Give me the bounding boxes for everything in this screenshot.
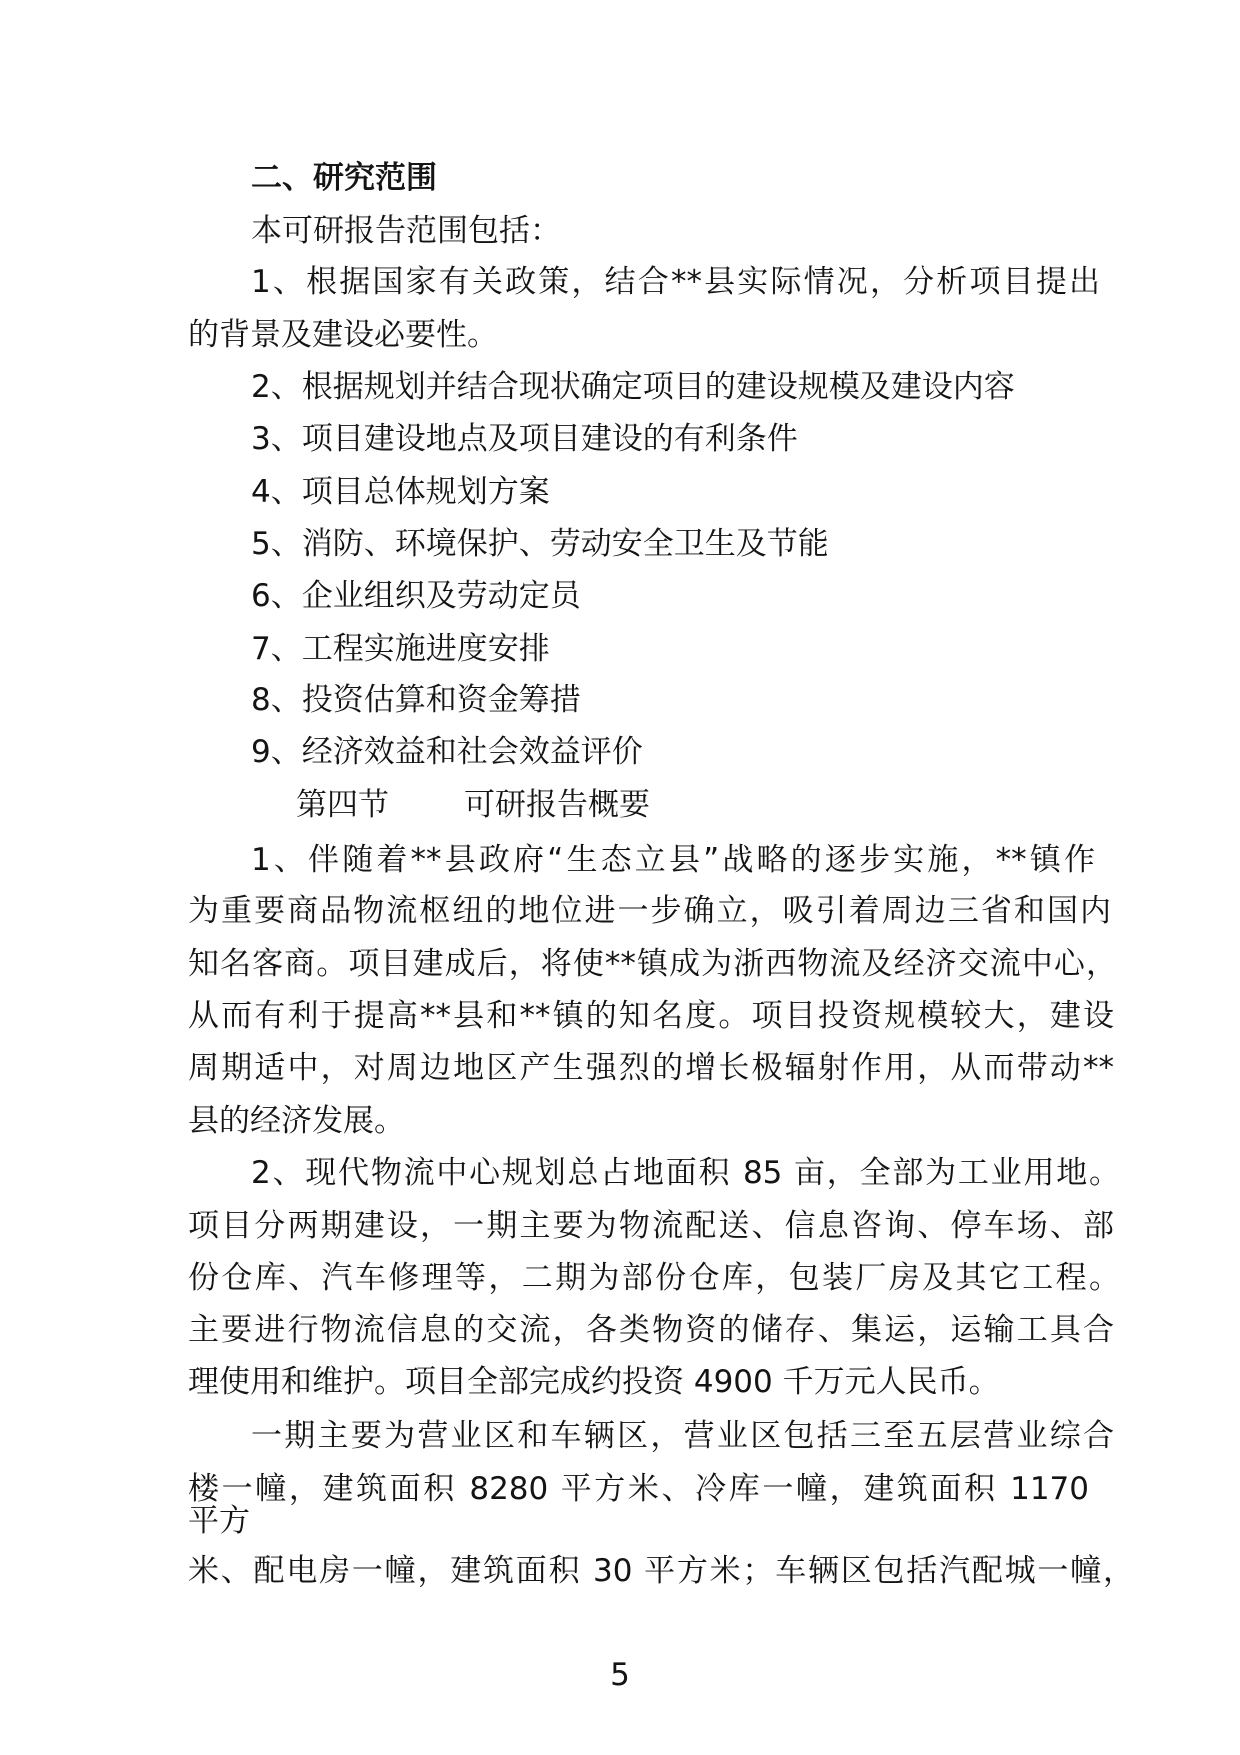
- summary-p2-line-3: 份仓库、汽车修理等，二期为部份仓库，包装厂房及其它工程。: [188, 1260, 1120, 1296]
- summary-p2-line-1: 2、现代物流中心规划总占地面积 85 亩，全部为工业用地。: [251, 1155, 1120, 1191]
- section4-number: 第四节: [296, 787, 389, 823]
- scope-item-5: 5、消防、环境保护、劳动安全卫生及节能: [251, 526, 829, 562]
- scope-item-9: 9、经济效益和社会效益评价: [251, 734, 643, 770]
- summary-p1-line-1: 1、伴随着**县政府“生态立县”战略的逐步实施，**镇作: [251, 842, 1095, 878]
- scope-item-1-line-2: 的背景及建设必要性。: [188, 317, 498, 353]
- scope-item-4: 4、项目总体规划方案: [251, 474, 550, 510]
- summary-p2-line-4: 主要进行物流信息的交流，各类物资的储存、集运，运输工具合: [188, 1312, 1114, 1348]
- scope-item-2: 2、根据规划并结合现状确定项目的建设规模及建设内容: [251, 369, 1015, 405]
- summary-p2-line-5: 理使用和维护。项目全部完成约投资 4900 千万元人民币。: [188, 1364, 1000, 1400]
- scope-intro: 本可研报告范围包括：: [251, 213, 561, 249]
- scope-item-3: 3、项目建设地点及项目建设的有利条件: [251, 421, 798, 457]
- scope-item-6: 6、企业组织及劳动定员: [251, 578, 581, 614]
- summary-p2-line-2: 项目分两期建设，一期主要为物流配送、信息咨询、停车场、部: [188, 1208, 1114, 1244]
- summary-p3-line-3: 平方: [188, 1503, 250, 1539]
- summary-p3-line-4: 米、配电房一幢，建筑面积 30 平方米；车辆区包括汽配城一幢，: [188, 1553, 1134, 1589]
- summary-p3-line-1: 一期主要为营业区和车辆区，营业区包括三至五层营业综合: [251, 1418, 1114, 1454]
- summary-p1-line-6: 县的经济发展。: [188, 1103, 405, 1139]
- summary-p1-line-5: 周期适中，对周边地区产生强烈的增长极辐射作用，从而带动**: [188, 1050, 1114, 1086]
- scope-item-1-line-1: 1、根据国家有关政策，结合**县实际情况，分析项目提出: [251, 264, 1100, 300]
- summary-p3-line-2: 楼一幢，建筑面积 8280 平方米、冷库一幢，建筑面积 1170: [188, 1471, 1089, 1507]
- summary-p1-line-3: 知名客商。项目建成后，将使**镇成为浙西物流及经济交流中心，: [188, 946, 1117, 982]
- page-number: 5: [610, 1657, 630, 1693]
- summary-p1-line-2: 为重要商品物流枢纽的地位进一步确立，吸引着周边三省和国内: [188, 893, 1111, 929]
- scope-item-7: 7、工程实施进度安排: [251, 631, 550, 667]
- section4-title: 可研报告概要: [464, 787, 650, 823]
- scope-item-8: 8、投资估算和资金筹措: [251, 682, 581, 718]
- summary-p1-line-4: 从而有利于提高**县和**镇的知名度。项目投资规模较大，建设: [188, 998, 1114, 1034]
- section-heading: 二、研究范围: [251, 160, 437, 196]
